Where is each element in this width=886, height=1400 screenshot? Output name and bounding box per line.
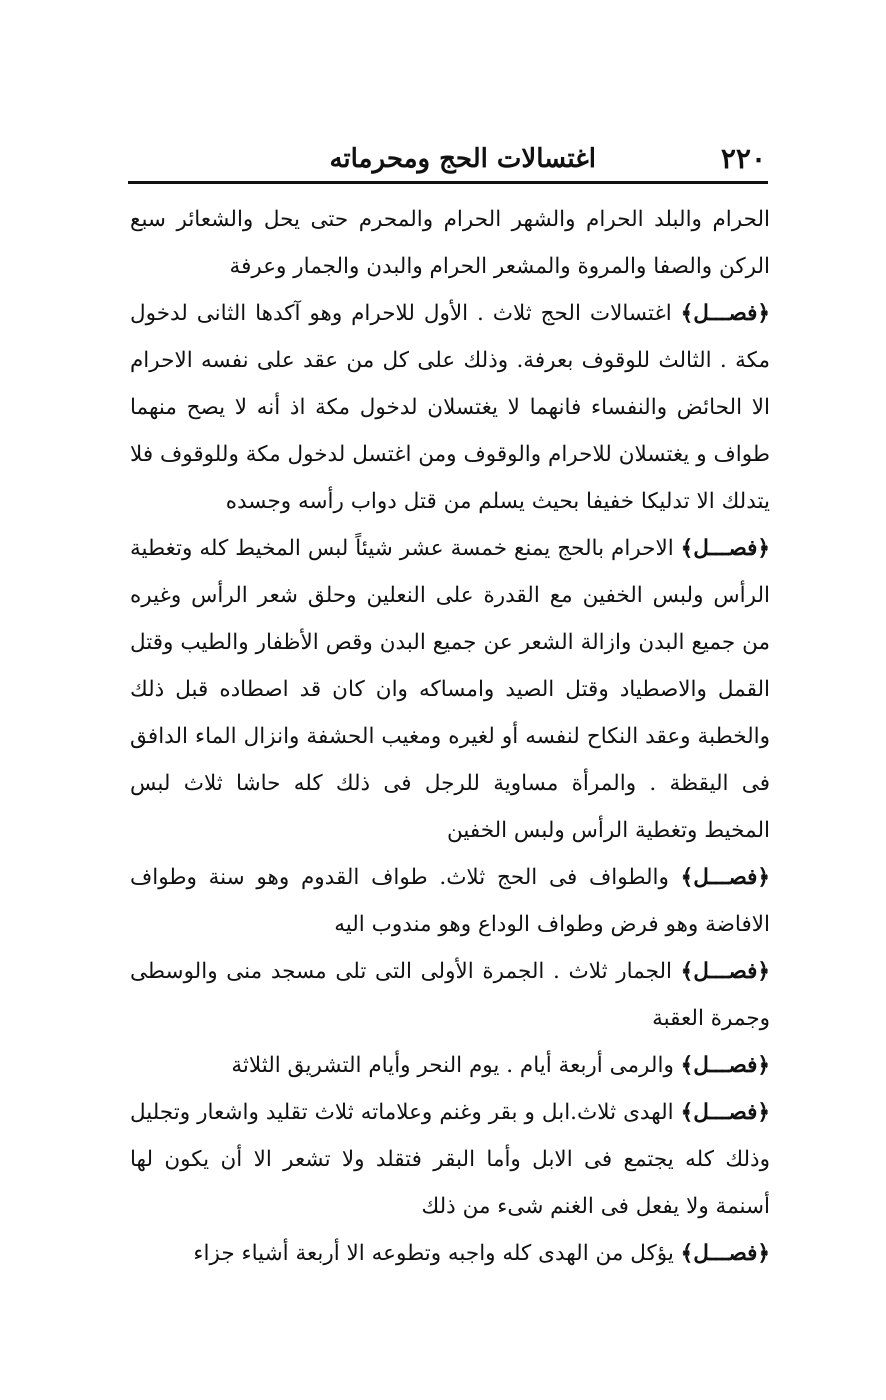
section-heading-label: فصـــل — [693, 865, 758, 890]
paragraph — [130, 1089, 770, 1230]
header-rule — [128, 181, 768, 184]
section-heading-label: فصـــل — [693, 1053, 758, 1078]
section-heading: ﴿فصـــل﴾ — [680, 301, 770, 326]
paragraph — [130, 525, 770, 854]
section-heading: ﴿فصـــل﴾ — [680, 865, 770, 890]
section-heading: ﴿فصـــل﴾ — [680, 1053, 770, 1078]
paragraph — [130, 948, 770, 1042]
page-header — [130, 138, 766, 180]
section-heading: ﴿فصـــل﴾ — [680, 959, 770, 984]
paragraph — [130, 196, 770, 290]
paragraph-text: الجمار ثلاث . الجمرة الأولى التى تلى مسجد منى والوسطى وجمرة العقبة — [130, 959, 770, 1031]
paragraph-text: الحرام والبلد الحرام والشهر الحرام والمحرم حتى يحل والشعائر سبع الركن والصفا والمروة والمشعر الحرام والبدن والجمار وعرفة — [130, 207, 770, 279]
running-title: اغتسالات الحج ومحرماته — [329, 144, 596, 174]
paragraph — [130, 1230, 770, 1277]
paragraph-text: اغتسالات الحج ثلاث . الأول للاحرام وهو آكدها الثانى لدخول مكة . الثالث للوقوف بعرفة. وذلك على كل من عقد على نفسه الاحرام الا الحائض والنفساء فانهما لا يغتسلان لدخول مكة اذ أنه لا يصح منهما طواف و يغتسلان للاحرام والوقوف ومن اغتسل لدخول مكة وللوقوف فلا يتدلك الا تدليكا خفيفا بحيث يسلم من قتل دواب رأسه وجسده — [130, 301, 770, 514]
paragraph-text: والرمى أربعة أيام . يوم النحر وأيام التشريق الثلاثة — [231, 1053, 674, 1078]
section-heading-label: فصـــل — [693, 1100, 758, 1125]
paragraph-text: الهدى ثلاث.ابل و بقر وغنم وعلاماته ثلاث تقليد واشعار وتجليل وذلك كله يجتمع فى الابل وأما البقر فتقلد ولا تشعر الا أن يكون لها أسنمة ولا يفعل فى الغنم شىء من ذلك — [130, 1100, 770, 1219]
section-heading: ﴿فصـــل﴾ — [680, 1100, 770, 1125]
section-heading: ﴿فصـــل﴾ — [680, 1241, 770, 1266]
paragraph — [130, 1042, 770, 1089]
section-heading: ﴿فصـــل﴾ — [680, 536, 770, 561]
body-text — [130, 196, 770, 1277]
section-heading-label: فصـــل — [693, 959, 758, 984]
paragraph-text: والطواف فى الحج ثلاث. طواف القدوم وهو سنة وطواف الافاضة وهو فرض وطواف الوداع وهو مندوب اليه — [130, 865, 770, 937]
paragraph-text: الاحرام بالحج يمنع خمسة عشر شيئاً لبس المخيط كله وتغطية الرأس ولبس الخفين مع القدرة على النعلين وحلق شعر الرأس وغيره من جميع البدن وازالة الشعر عن جميع البدن وقص الأظفار والطيب وقتل القمل والاصطياد وقتل الصيد وامساكه وان كان قد اصطاده قبل ذلك والخطبة وعقد النكاح لنفسه أو لغيره ومغيب الحشفة وانزال الماء الدافق فى اليقظة . والمرأة مساوية للرجل فى ذلك كله حاشا ثلاث لبس المخيط وتغطية الرأس ولبس الخفين — [130, 536, 770, 843]
page-number: ٢٢٠ — [720, 142, 766, 175]
section-heading-label: فصـــل — [693, 1241, 758, 1266]
section-heading-label: فصـــل — [693, 536, 758, 561]
section-heading-label: فصـــل — [693, 301, 758, 326]
paragraph — [130, 854, 770, 948]
paragraph-text: يؤكل من الهدى كله واجبه وتطوعه الا أربعة أشياء جزاء — [193, 1241, 674, 1266]
paragraph — [130, 290, 770, 525]
